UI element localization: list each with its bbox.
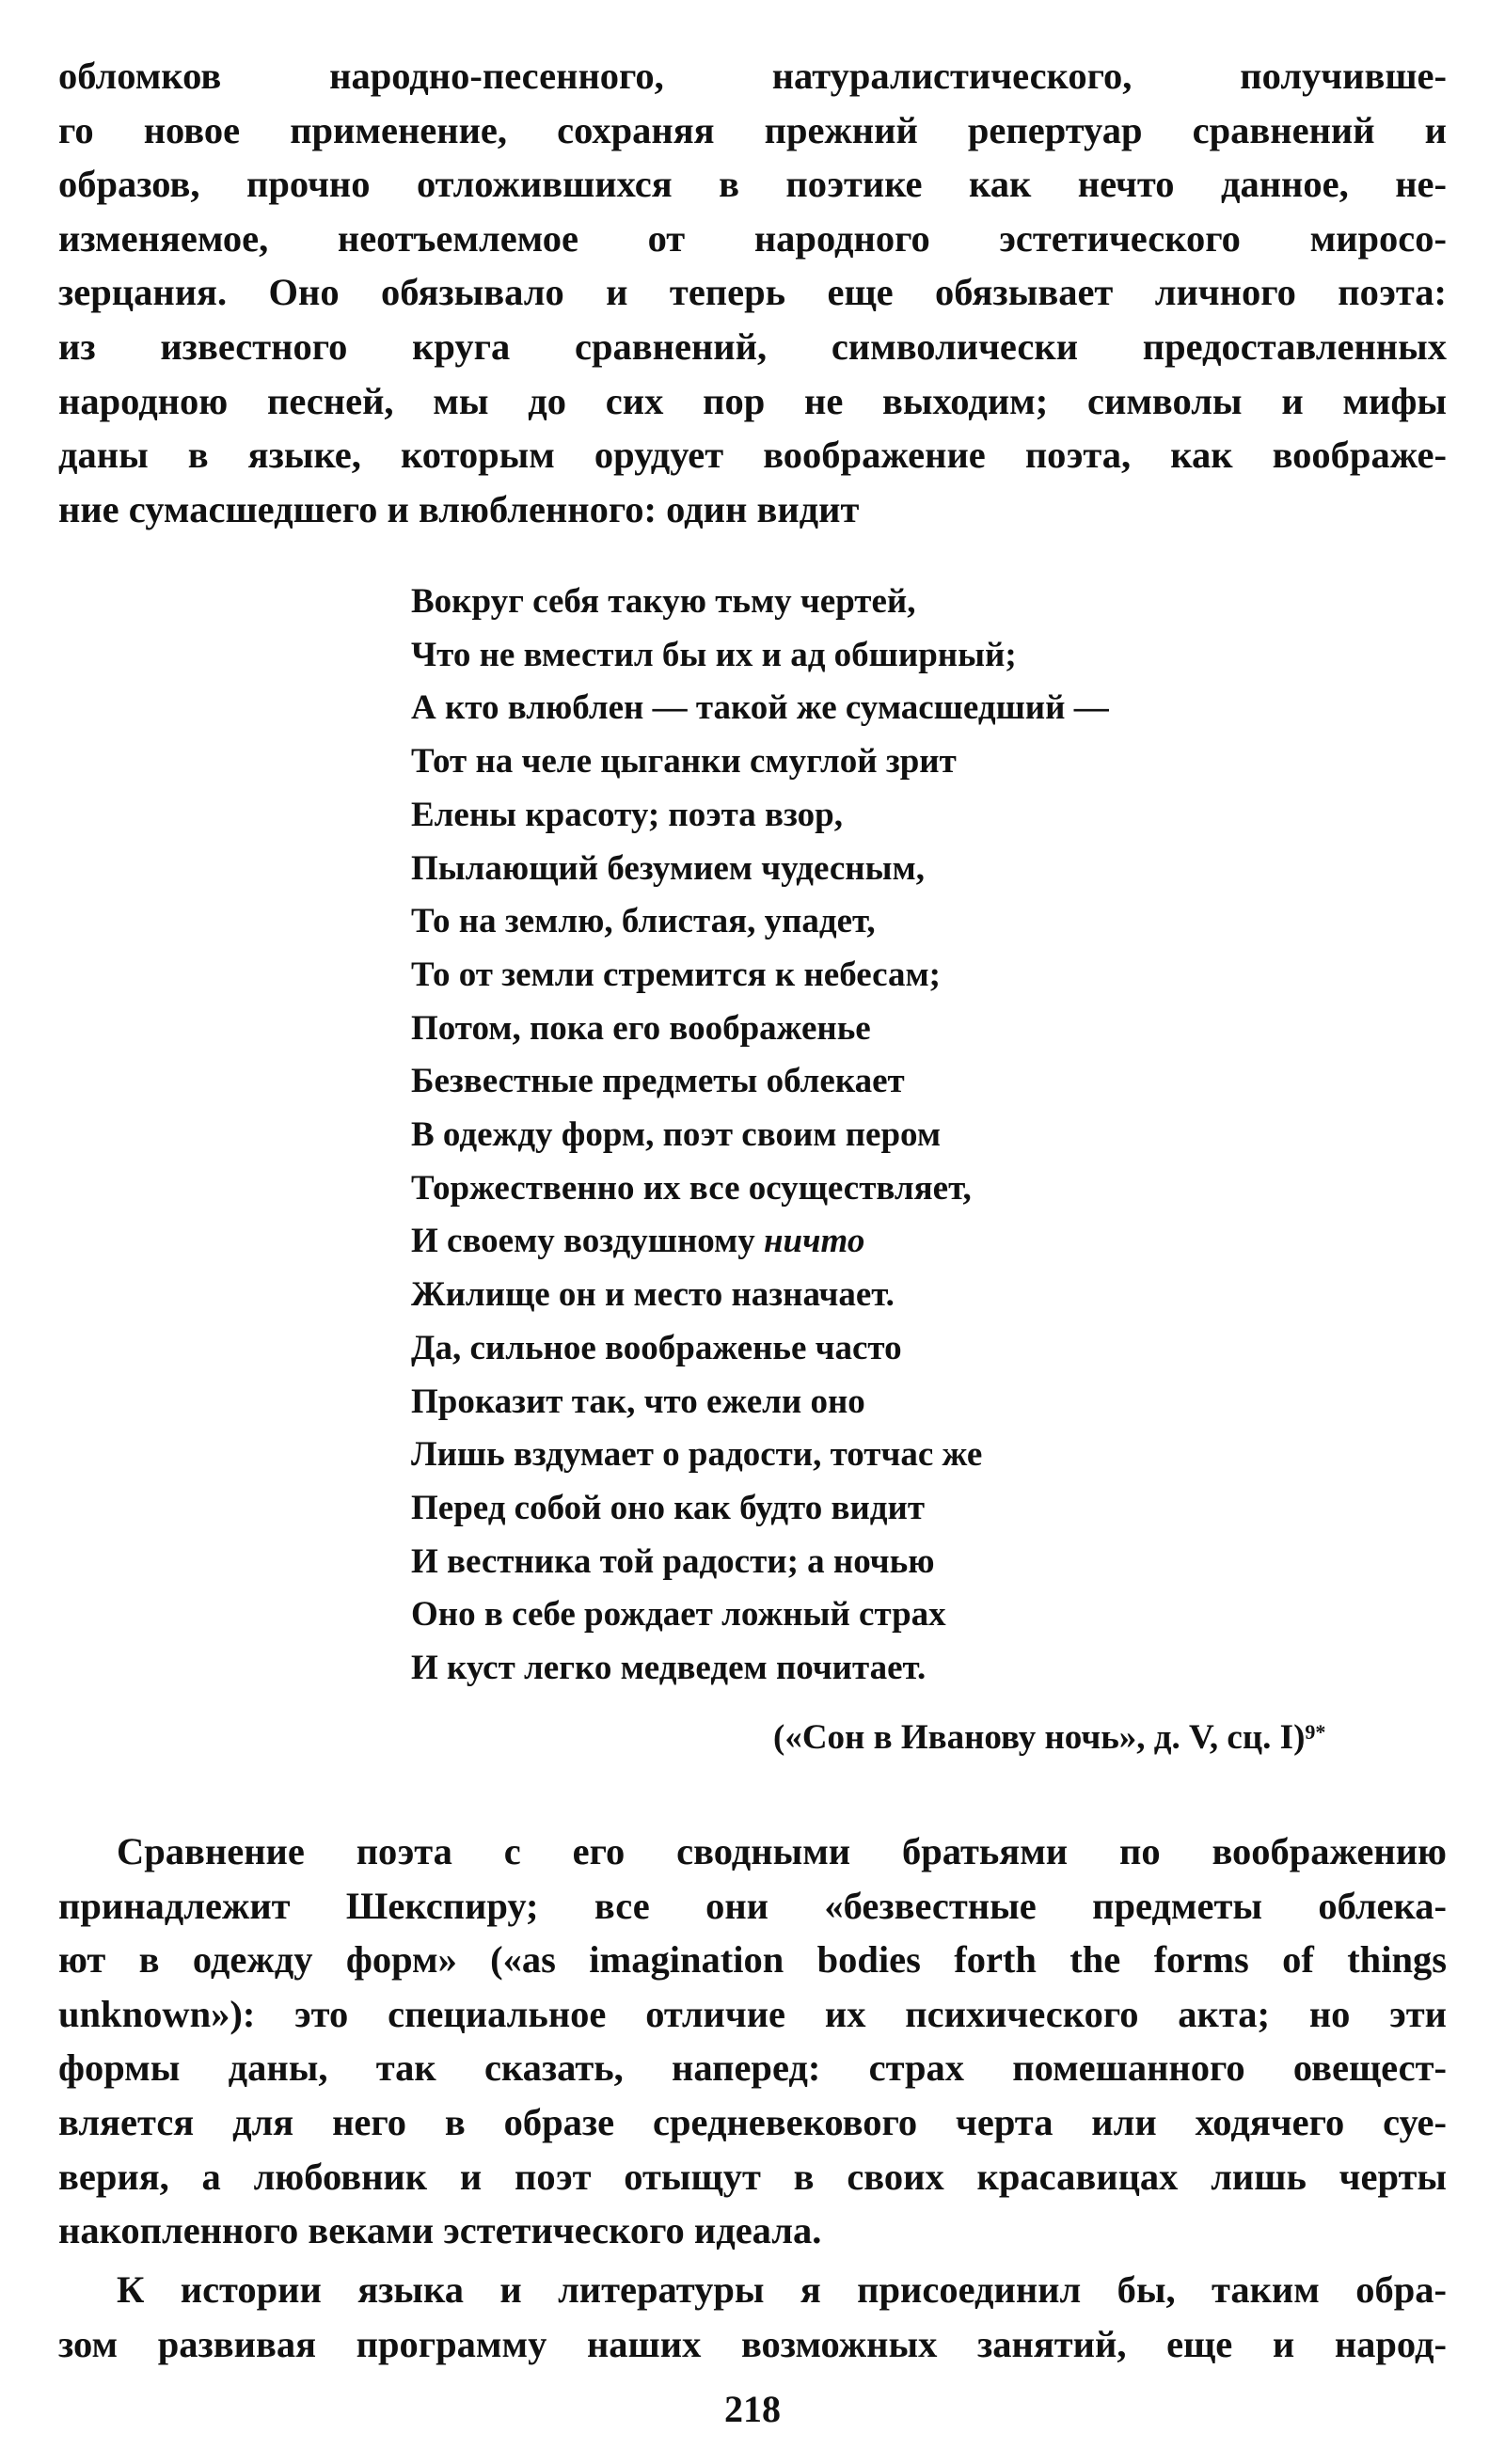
poem-verse: В одежду форм, поэт своим пером	[411, 1115, 942, 1155]
poem-verse: Потом, пока его воображенье	[411, 1008, 871, 1048]
text-line: накопленного веками эстетического идеала.	[58, 2209, 822, 2252]
text-line: вляется для него в образе средневекового черта или ходячего суе-	[58, 2100, 1447, 2143]
text-line: из известного круга сравнений, символически предоставленных	[58, 324, 1447, 368]
text-line: unknown»): это специальное отличие их психического акта; но эти	[58, 1992, 1447, 2035]
page-number: 218	[724, 2388, 781, 2430]
poem-verse: И вестника той радости; а ночью	[411, 1541, 935, 1581]
text-line: ют в одежду форм» («as imagination bodies forth the forms of things	[58, 1938, 1447, 1982]
text-line: Сравнение поэта с его сводными братьями по воображению	[117, 1830, 1447, 1872]
poem-verse: Перед собой оно как будто видит	[411, 1488, 926, 1527]
text-line: обломков народно-песенного, натуралистического, получивше-	[58, 55, 1447, 97]
poem-verse: Пылающий безумием чудесным,	[411, 848, 925, 888]
poem-verse: Безвестные предметы облекает	[411, 1062, 905, 1101]
text-line: зом развивая программу наших возможных занятий, еще и народ-	[58, 2322, 1447, 2365]
text-line: даны в языке, которым орудует воображение поэта, как воображе-	[58, 434, 1447, 477]
text-line: образов, прочно отложившихся в поэтике как нечто данное, не-	[58, 163, 1447, 206]
paragraph-1	[58, 49, 1447, 536]
poem-quote	[411, 576, 1109, 1696]
poem-verse-text: И своему воздушному	[411, 1222, 755, 1261]
text-line: зерцания. Оно обязывало и теперь еще обязывает личного поэта:	[58, 271, 1447, 314]
text-line: ние сумасшедшего и влюбленного: один видит	[58, 487, 860, 530]
paragraph-3	[58, 2263, 1447, 2371]
poem-verse: Тот на челе цыганки смуглой зрит	[411, 742, 957, 782]
poem-verse: То от земли стремится к небесам;	[411, 955, 942, 994]
citation-text: («Сон в Иванову ночь», д. V, сц. I)	[773, 1718, 1306, 1757]
poem-verse: Торжественно их все осуществляет,	[411, 1168, 972, 1208]
paragraph-2	[58, 1824, 1447, 2258]
poem-verse: Елены красоту; поэта взор,	[411, 795, 844, 834]
poem-verse: Оно в себе рождает ложный страх	[411, 1595, 946, 1635]
italic-word: ничто	[764, 1222, 865, 1261]
poem-citation	[773, 1712, 1325, 1764]
poem-verse	[411, 1215, 1109, 1269]
text-line: принадлежит Шекспиру; все они «безвестные предметы облека-	[58, 1884, 1447, 1927]
poem-verse: Вокруг себя такую тьму чертей,	[411, 582, 916, 621]
page-body	[58, 49, 1447, 2365]
poem-verse: Проказит так, что ежели оно	[411, 1382, 865, 1421]
text-line: изменяемое, неотъемлемое от народного эстетического миросо-	[58, 216, 1447, 260]
text-line: формы даны, так сказать, наперед: страх помешанного овещест-	[58, 2046, 1447, 2090]
poem-verse: А кто влюблен — такой же сумасшедший —	[411, 688, 1109, 728]
poem-verse: Лишь вздумает о радости, тотчас же	[411, 1435, 983, 1475]
text-line: народною песней, мы до сих пор не выходим; символы и мифы	[58, 379, 1447, 422]
poem-verse: Да, сильное воображенье часто	[411, 1328, 902, 1367]
text-line: К истории языка и литературы я присоединил бы, таким обра-	[117, 2268, 1447, 2311]
poem-verse: Что не вместил бы их и ад обширный;	[411, 635, 1017, 674]
text-line: го новое применение, сохраняя прежний репертуар сравнений и	[58, 108, 1447, 151]
poem-verse: И куст легко медведем почитает.	[411, 1649, 927, 1688]
poem-verse: То на землю, блистая, упадет,	[411, 902, 876, 941]
poem-verse: Жилище он и место назначает.	[411, 1275, 895, 1315]
footnote-mark[interactable]: 9*	[1305, 1720, 1326, 1744]
text-line: верия, а любовник и поэт отыщут в своих красавицах лишь черты	[58, 2155, 1447, 2198]
